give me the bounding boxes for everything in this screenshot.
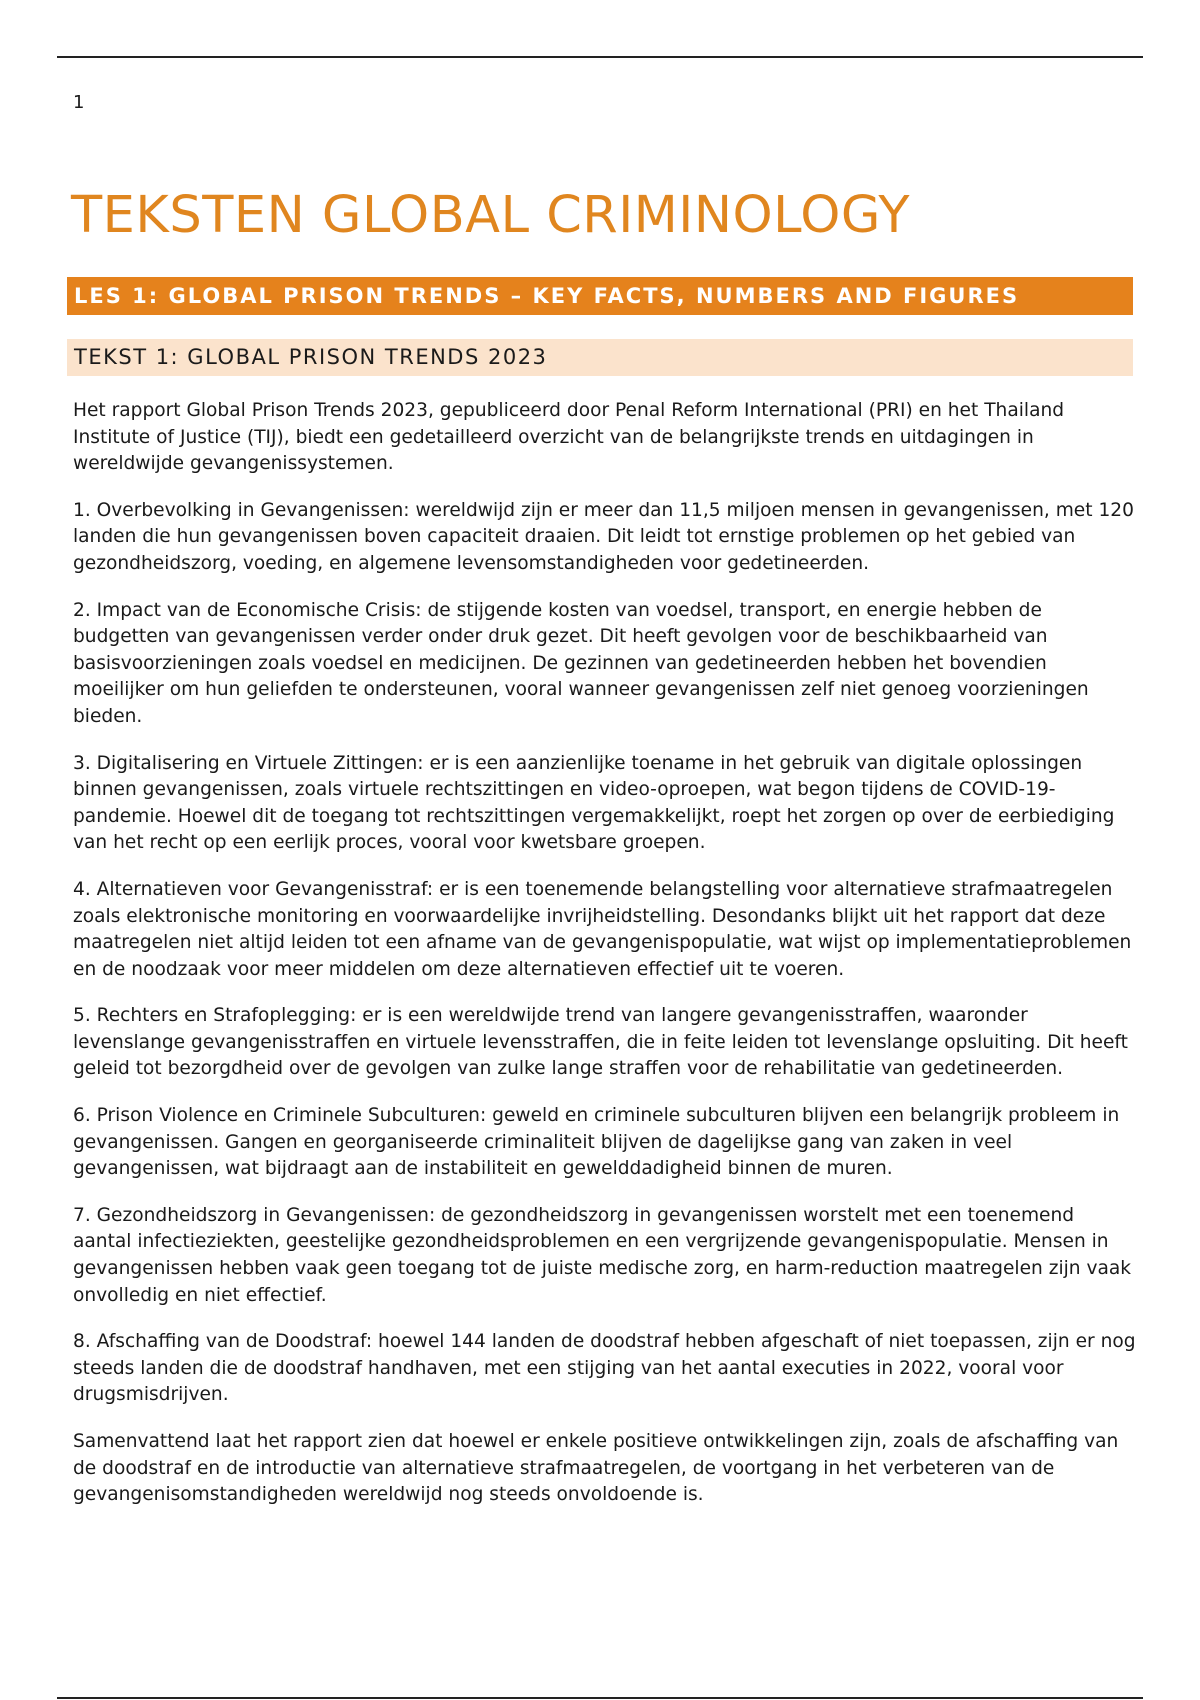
paragraph-prison-violence: 6. Prison Violence en Criminele Subculturen: geweld en criminele subculturen blijven een belangrijk probleem in gevangenissen. Gangen en georganiseerde criminaliteit blijven de dagelijkse gang van zaken in veel gevangenissen, wat bijdraagt aan de instabiliteit en gewelddadigheid binnen de muren. — [73, 1105, 1120, 1180]
lesson-heading: LES 1: GLOBAL PRISON TRENDS – KEY FACTS, NUMBERS AND FIGURES — [67, 277, 1133, 315]
page-number: 1 — [73, 92, 85, 113]
text-heading: TEKST 1: GLOBAL PRISON TRENDS 2023 — [67, 339, 1133, 376]
paragraph-gezondheidszorg: 7. Gezondheidszorg in Gevangenissen: de gezondheidszorg in gevangenissen worstelt met een toenemend aantal infectieziekten, geestelijke gezondheidsproblemen en een vergrijzende gevangenispopulatie. Mensen in gevangenissen hebben vaak geen toegang tot de juiste medische zorg, en harm-reduction maatregelen zijn vaak onvolledig en niet effectief. — [73, 1204, 1132, 1306]
paragraph-economische-crisis: 2. Impact van de Economische Crisis: de stijgende kosten van voedsel, transport, en energie hebben de budgetten van gevangenissen verder onder druk gezet. Dit heeft gevolgen voor de beschikbaarheid van basisvoorzieningen zoals voedsel en medicijnen. De gezinnen van gedetineerden hebben het bovendien moeilijker om hun geliefden te ondersteunen, vooral wanneer gevangenissen zelf niet genoeg voorzieningen bieden. — [73, 599, 1089, 727]
bottom-rule — [57, 1697, 1143, 1699]
paragraph-strafoplegging: 5. Rechters en Strafoplegging: er is een wereldwijde trend van langere gevangenisstraffen, waaronder levenslange gevangenisstraffen en virtuele levensstraffen, die in feite leiden tot levenslange opsluiting. Dit heeft geleid tot bezorgdheid over de gevolgen van zulke lange straffen voor de rehabilitatie van gedetineerden. — [73, 1005, 1128, 1080]
document-title: TEKSTEN GLOBAL CRIMINOLOGY — [71, 186, 910, 245]
paragraph-intro: Het rapport Global Prison Trends 2023, gepubliceerd door Penal Reform International (PRI) en het Thailand Institute of Justice (TIJ), biedt een gedetailleerd overzicht van de belangrijkste trends en uitdagingen in wereldwijde gevangenissystemen. — [73, 400, 1065, 475]
top-rule — [57, 56, 1143, 58]
paragraph-overbevolking: 1. Overbevolking in Gevangenissen: wereldwijd zijn er meer dan 11,5 miljoen mensen in gevangenissen, met 120 landen die hun gevangenissen boven capaciteit draaien. Dit leidt tot ernstige problemen op het gebied van gezondheidszorg, voeding, en algemene levensomstandigheden voor gedetineerden. — [73, 499, 1134, 574]
paragraph-doodstraf: 8. Afschaffing van de Doodstraf: hoewel 144 landen de doodstraf hebben afgeschaft of niet toepassen, zijn er nog steeds landen die de doodstraf handhaven, met een stijging van het aantal executies in 2022, vooral voor drugsmisdrijven. — [73, 1331, 1136, 1406]
paragraph-alternatieven: 4. Alternatieven voor Gevangenisstraf: er is een toenemende belangstelling voor alternatieve strafmaatregelen zoals elektronische monitoring en voorwaardelijke invrijheidstelling. Desondanks blijkt uit het rapport dat deze maatregelen niet altijd leiden tot een afname van de gevangenispopulatie, wat wijst op implementatieproblemen en de noodzaak voor meer middelen om deze alternatieven effectief uit te voeren. — [73, 878, 1132, 980]
body-text — [73, 398, 1138, 1529]
paragraph-samenvatting: Samenvattend laat het rapport zien dat hoewel er enkele positieve ontwikkelingen zijn, zoals de afschaffing van de doodstraf en de introductie van alternatieve strafmaatregelen, de voortgang in het verbeteren van de gevangenisomstandigheden wereldwijd nog steeds onvoldoende is. — [73, 1431, 1119, 1506]
paragraph-digitalisering: 3. Digitalisering en Virtuele Zittingen: er is een aanzienlijke toename in het gebruik van digitale oplossingen binnen gevangenissen, zoals virtuele rechtszittingen en video-oproepen, wat begon tijdens de COVID-19-pandemie. Hoewel dit de toegang tot rechtszittingen vergemakkelijkt, roept het zorgen op over de eerbiediging van het recht op een eerlijk proces, vooral voor kwetsbare groepen. — [73, 752, 1115, 854]
